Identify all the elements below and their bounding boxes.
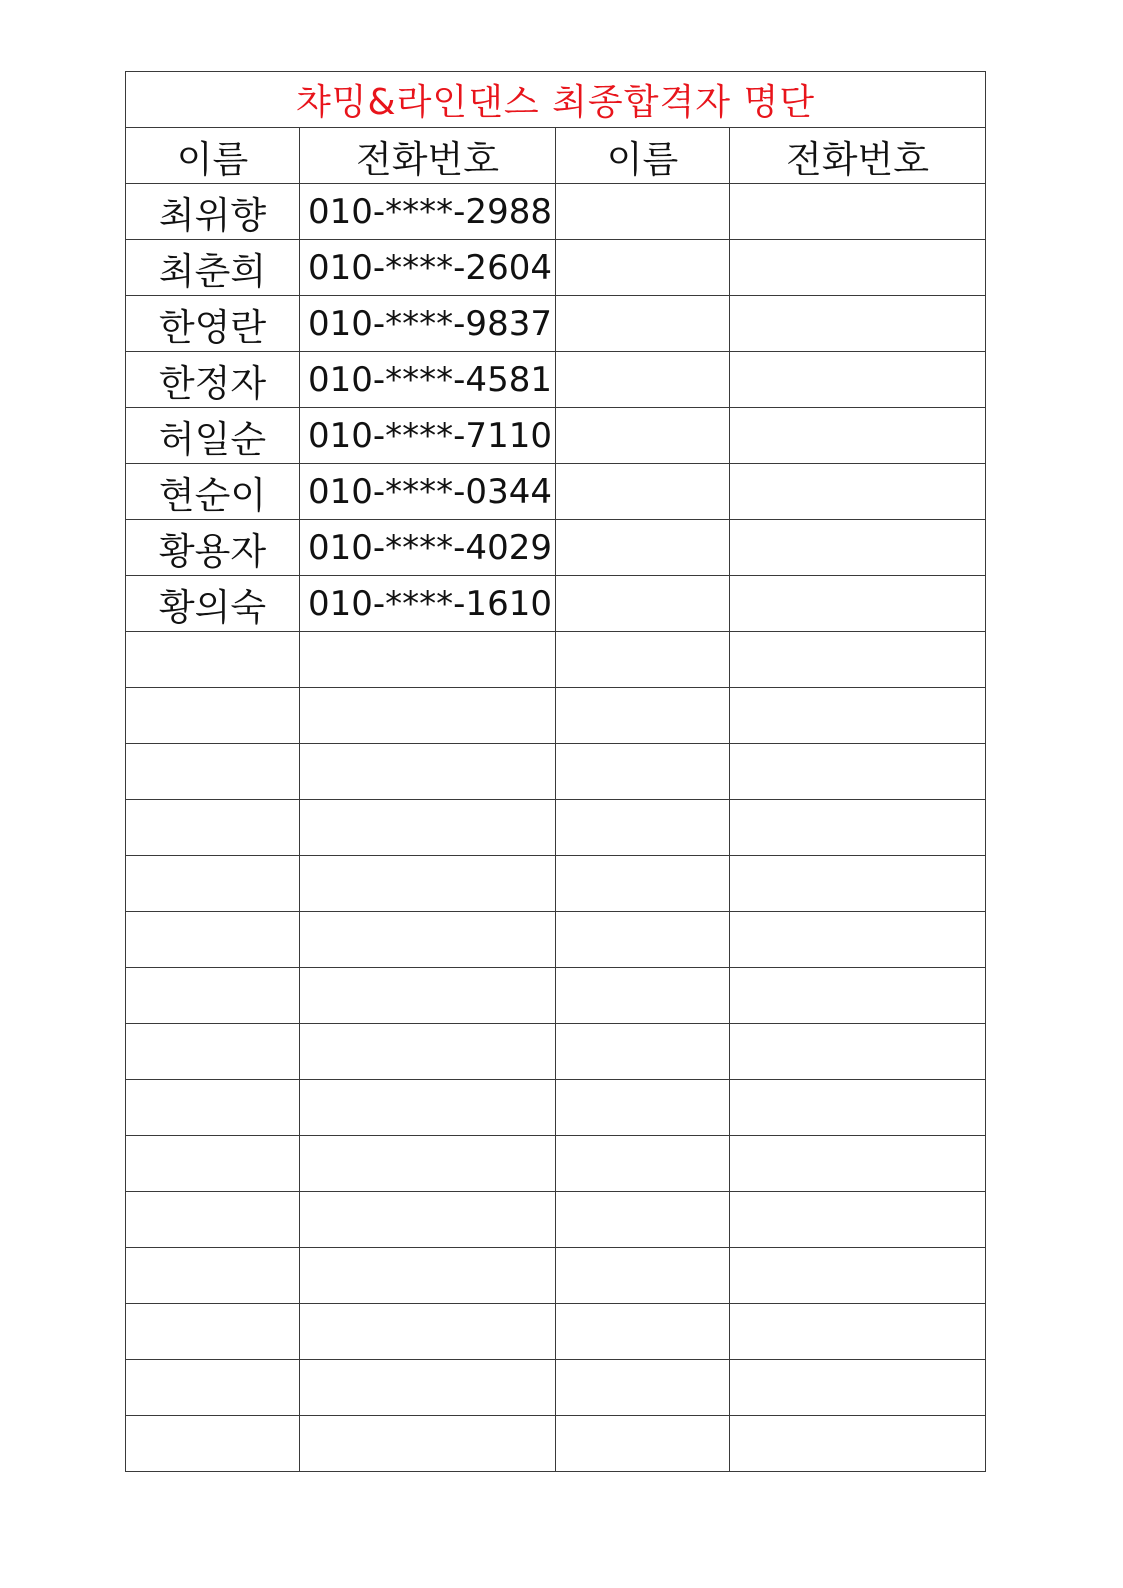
phone-cell — [300, 1416, 556, 1472]
name-cell — [126, 632, 300, 688]
phone-cell — [300, 968, 556, 1024]
name-cell — [126, 1416, 300, 1472]
phone-cell — [300, 632, 556, 688]
phone-cell-2 — [730, 240, 986, 296]
phone-cell-2 — [730, 464, 986, 520]
name-cell: 허일순 — [126, 408, 300, 464]
document-title: 챠밍&라인댄스 최종합격자 명단 — [126, 72, 986, 128]
name-cell-2 — [556, 240, 730, 296]
phone-cell-2 — [730, 1248, 986, 1304]
name-cell-2 — [556, 1416, 730, 1472]
name-cell — [126, 744, 300, 800]
phone-cell-2 — [730, 408, 986, 464]
table-row — [126, 1248, 986, 1304]
name-cell-2 — [556, 800, 730, 856]
name-cell — [126, 1024, 300, 1080]
phone-cell-2 — [730, 1416, 986, 1472]
phone-cell: 010-****-1610 — [300, 576, 556, 632]
phone-cell-2 — [730, 1192, 986, 1248]
table-row — [126, 1360, 986, 1416]
name-cell-2 — [556, 968, 730, 1024]
name-cell: 최춘희 — [126, 240, 300, 296]
column-header-name-2: 이름 — [556, 128, 730, 184]
phone-cell-2 — [730, 856, 986, 912]
table-row — [126, 912, 986, 968]
table-row — [126, 240, 986, 296]
phone-cell-2 — [730, 968, 986, 1024]
phone-cell-2 — [730, 632, 986, 688]
phone-cell: 010-****-2604 — [300, 240, 556, 296]
name-cell-2 — [556, 632, 730, 688]
name-cell: 한영란 — [126, 296, 300, 352]
table-row — [126, 296, 986, 352]
phone-cell-2 — [730, 576, 986, 632]
phone-cell: 010-****-4029 — [300, 520, 556, 576]
name-cell-2 — [556, 1192, 730, 1248]
name-cell: 한정자 — [126, 352, 300, 408]
name-cell-2 — [556, 688, 730, 744]
name-cell-2 — [556, 1304, 730, 1360]
table-row — [126, 968, 986, 1024]
table-row — [126, 1304, 986, 1360]
phone-cell: 010-****-0344 — [300, 464, 556, 520]
phone-cell-2 — [730, 800, 986, 856]
phone-cell-2 — [730, 352, 986, 408]
name-cell-2 — [556, 352, 730, 408]
table-row — [126, 1192, 986, 1248]
table-row — [126, 408, 986, 464]
column-header-phone-2: 전화번호 — [730, 128, 986, 184]
phone-cell — [300, 856, 556, 912]
phone-cell-2 — [730, 296, 986, 352]
name-cell-2 — [556, 464, 730, 520]
table-row — [126, 464, 986, 520]
name-cell-2 — [556, 1136, 730, 1192]
column-header-phone: 전화번호 — [300, 128, 556, 184]
name-cell — [126, 1360, 300, 1416]
table-row — [126, 184, 986, 240]
header-row — [126, 128, 986, 184]
table-row — [126, 1416, 986, 1472]
table-row — [126, 352, 986, 408]
roster-table — [125, 71, 986, 1472]
phone-cell-2 — [730, 184, 986, 240]
phone-cell — [300, 1136, 556, 1192]
phone-cell — [300, 1024, 556, 1080]
name-cell — [126, 688, 300, 744]
phone-cell: 010-****-2988 — [300, 184, 556, 240]
phone-cell — [300, 1080, 556, 1136]
phone-cell-2 — [730, 744, 986, 800]
phone-cell — [300, 800, 556, 856]
phone-cell — [300, 744, 556, 800]
name-cell — [126, 968, 300, 1024]
phone-cell — [300, 1192, 556, 1248]
table-row — [126, 1136, 986, 1192]
name-cell: 황용자 — [126, 520, 300, 576]
roster-body — [126, 184, 986, 1472]
title-row — [126, 72, 986, 128]
phone-cell: 010-****-9837 — [300, 296, 556, 352]
name-cell-2 — [556, 1080, 730, 1136]
name-cell-2 — [556, 744, 730, 800]
table-row — [126, 1080, 986, 1136]
name-cell-2 — [556, 856, 730, 912]
name-cell — [126, 1248, 300, 1304]
table-row — [126, 520, 986, 576]
name-cell-2 — [556, 184, 730, 240]
phone-cell — [300, 912, 556, 968]
name-cell-2 — [556, 296, 730, 352]
phone-cell-2 — [730, 520, 986, 576]
name-cell: 황의숙 — [126, 576, 300, 632]
table-row — [126, 576, 986, 632]
name-cell-2 — [556, 520, 730, 576]
name-cell — [126, 856, 300, 912]
phone-cell-2 — [730, 1304, 986, 1360]
name-cell-2 — [556, 912, 730, 968]
name-cell: 최위향 — [126, 184, 300, 240]
phone-cell-2 — [730, 1136, 986, 1192]
phone-cell-2 — [730, 688, 986, 744]
phone-cell-2 — [730, 1360, 986, 1416]
phone-cell — [300, 1304, 556, 1360]
table-row — [126, 800, 986, 856]
name-cell — [126, 1136, 300, 1192]
name-cell: 현순이 — [126, 464, 300, 520]
name-cell-2 — [556, 1248, 730, 1304]
phone-cell — [300, 1248, 556, 1304]
name-cell-2 — [556, 1360, 730, 1416]
phone-cell-2 — [730, 1024, 986, 1080]
table-row — [126, 632, 986, 688]
name-cell — [126, 912, 300, 968]
phone-cell — [300, 1360, 556, 1416]
table-row — [126, 1024, 986, 1080]
phone-cell: 010-****-4581 — [300, 352, 556, 408]
name-cell-2 — [556, 576, 730, 632]
name-cell — [126, 800, 300, 856]
name-cell — [126, 1304, 300, 1360]
phone-cell — [300, 688, 556, 744]
phone-cell: 010-****-7110 — [300, 408, 556, 464]
name-cell-2 — [556, 408, 730, 464]
name-cell — [126, 1192, 300, 1248]
name-cell — [126, 1080, 300, 1136]
phone-cell-2 — [730, 1080, 986, 1136]
phone-cell-2 — [730, 912, 986, 968]
table-row — [126, 744, 986, 800]
name-cell-2 — [556, 1024, 730, 1080]
column-header-name: 이름 — [126, 128, 300, 184]
table-row — [126, 688, 986, 744]
table-row — [126, 856, 986, 912]
